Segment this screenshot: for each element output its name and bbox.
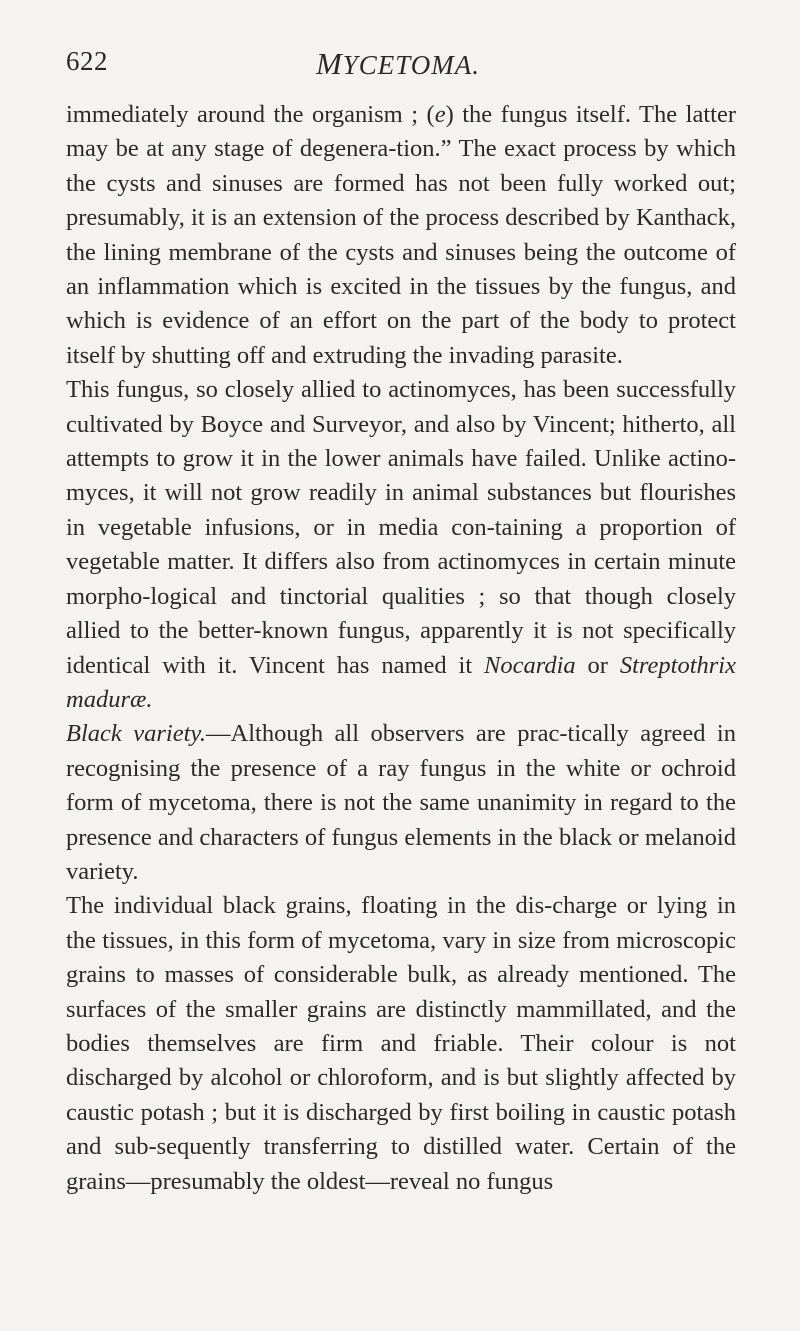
- running-title-rest: YCETOMA.: [342, 50, 481, 80]
- text-run: This fungus, so closely allied to actinomyces, has been successfully cultivated by Boyce and Surveyor, and also by Vincent; hitherto, all attempts to grow it in the lower animals have failed. Unlike actino-myces, it will not grow readily in animal substances but flourishes in vegetable infusions, or in media con-taining a proportion of vegetable matter. It differs also from actinomyces in certain minute morpho-logical and tinctorial qualities ; so that though closely allied to the better-known fungus, apparently it is not specifically identical with it. Vincent has named it: [66, 376, 736, 679]
- italic-text-run: e: [434, 101, 446, 128]
- text-run: —Although all observers are prac-tically agreed in recognising the presence of a ray fungus in the white or ochroid form of mycetoma, there is not the same unanimity in regard to the presence and characters of fungus elements in the black or melanoid variety.: [66, 720, 736, 885]
- paragraph-4: [66, 889, 736, 1199]
- page-number: 622: [66, 46, 108, 76]
- text-run: immediately around the organism ; (: [66, 101, 435, 128]
- italic-text-run: Nocardia: [484, 651, 576, 679]
- paragraph-1: [66, 98, 736, 373]
- paragraph-2: [66, 373, 736, 717]
- body-text: [66, 98, 736, 1199]
- page-header: [66, 46, 730, 86]
- italic-text-run: Streptothrix maduræ.: [66, 651, 736, 713]
- section-heading-run: Black variety.: [66, 720, 207, 748]
- text-run: The individual black grains, floating in the dis-charge or lying in the tissues, in this form of mycetoma, vary in size from microscopic grains to masses of considerable bulk, as already mentioned. The surfaces of the smaller grains are distinctly mammillated, and the bodies themselves are firm and friable. Their colour is not discharged by alcohol or chloroform, and is but slightly affected by caustic potash ; but it is discharged by first boiling in caustic potash and sub-sequently transferring to distilled water. Certain of the grains—presumably the oldest—reveal no fungus: [66, 892, 736, 1195]
- running-title-cap: M: [315, 46, 343, 81]
- running-title: [66, 46, 730, 82]
- text-run: or: [575, 651, 620, 679]
- paragraph-3: [66, 717, 736, 889]
- text-run: ) the fungus itself. The latter may be at any stage of degenera-tion.” The exact process by which the cysts and sinuses are formed has not been fully worked out; presumably, it is an extension of the process described by Kanthack, the lining membrane of the cysts and sinuses being the outcome of an inflammation which is excited in the tissues by the fungus, and which is evidence of an effort on the part of the body to protect itself by shutting off and extruding the invading parasite.: [66, 101, 736, 369]
